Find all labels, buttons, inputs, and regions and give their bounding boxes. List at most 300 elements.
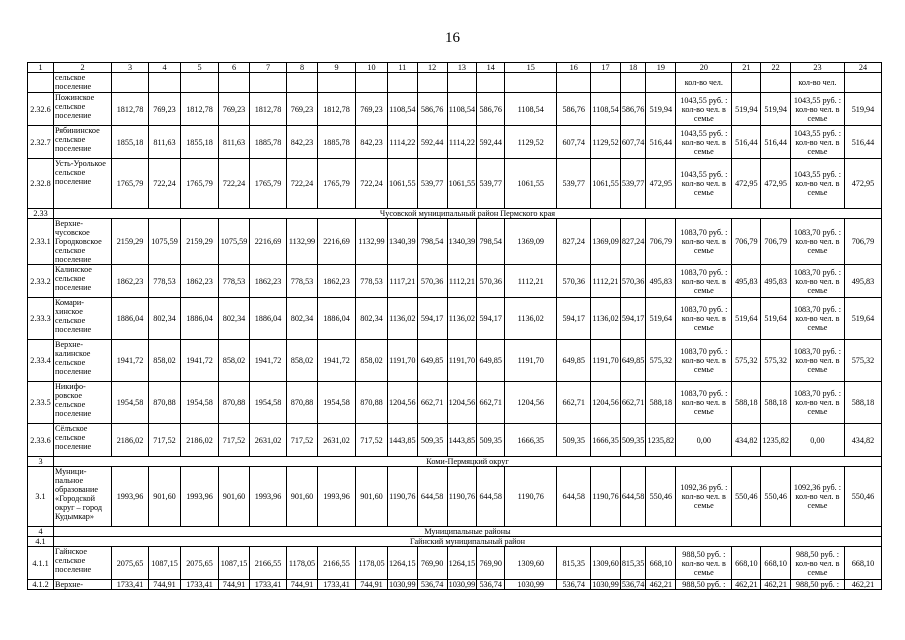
tariff-value: 1812,78 (112, 93, 149, 126)
tariff-value: 1733,41 (112, 580, 149, 590)
tariff-value: 1191,70 (591, 340, 621, 382)
tariff-value: 588,18 (844, 382, 881, 424)
tariff-value: 706,79 (646, 219, 676, 265)
tariff-value: 570,36 (557, 265, 591, 298)
settlement-name: Комари-хинское сельское поселение (54, 298, 112, 340)
row-code: 2.32.7 (28, 126, 54, 159)
tariff-value: 706,79 (844, 219, 881, 265)
tariff-value: 586,76 (417, 93, 447, 126)
tariff-value: 769,23 (356, 93, 388, 126)
tariff-value: 1862,23 (250, 265, 287, 298)
section-code: 2.33 (28, 209, 54, 219)
table-row (28, 219, 882, 265)
settlement-name: Муници-пальное образование «Городской округ – город Кудымкар» (54, 467, 112, 527)
tariff-value: 769,23 (219, 93, 250, 126)
tariff-value: 1136,02 (505, 298, 557, 340)
tariff-value: 1993,96 (250, 467, 287, 527)
table-row (28, 159, 882, 209)
tariff-value: 668,10 (646, 547, 676, 580)
table-row (28, 547, 882, 580)
tariff-value: 1765,79 (112, 159, 149, 209)
tariff-value: 778,53 (287, 265, 318, 298)
table-row (28, 298, 882, 340)
settlement-name: Усть-Уролькое сельское поселение (54, 159, 112, 209)
table-row (28, 424, 882, 457)
column-number: 20 (676, 63, 732, 73)
tariff-value: 870,88 (287, 382, 318, 424)
table-cell (620, 73, 646, 93)
tariff-value: 1136,02 (447, 298, 477, 340)
table-cell (112, 73, 149, 93)
settlement-name: сельское поселение (54, 73, 112, 93)
tariff-value: 798,54 (477, 219, 505, 265)
column-number: 13 (447, 63, 477, 73)
column-number: 7 (250, 63, 287, 73)
tariff-value: 1061,55 (591, 159, 621, 209)
row-code: 2.33.1 (28, 219, 54, 265)
tariff-value: 1112,21 (591, 265, 621, 298)
section-code: 4.1 (28, 537, 54, 547)
cost-formula: 1083,70 руб. : кол-во чел. в семье (676, 340, 732, 382)
table-cell (557, 73, 591, 93)
tariff-value: 644,58 (477, 467, 505, 527)
table-row (28, 93, 882, 126)
tariff-value: 575,32 (844, 340, 881, 382)
tariff-value: 1340,39 (388, 219, 418, 265)
column-number: 18 (620, 63, 646, 73)
tariff-value: 858,02 (219, 340, 250, 382)
tariff-value: 744,91 (149, 580, 181, 590)
table-cell (388, 73, 418, 93)
tariff-value: 769,90 (477, 547, 505, 580)
tariff-value: 1885,78 (250, 126, 287, 159)
cost-formula: 1083,70 руб. : кол-во чел. в семье (790, 265, 844, 298)
column-number: 22 (761, 63, 791, 73)
table-cell (761, 73, 791, 93)
tariff-value: 722,24 (219, 159, 250, 209)
row-code: 2.32.8 (28, 159, 54, 209)
table-row (28, 340, 882, 382)
tariff-value: 1178,05 (356, 547, 388, 580)
tariff-value: 536,74 (477, 580, 505, 590)
tariff-value: 592,44 (417, 126, 447, 159)
tariff-value: 536,74 (557, 580, 591, 590)
column-number: 24 (844, 63, 881, 73)
tariff-value: 1191,70 (388, 340, 418, 382)
tariff-value: 2216,69 (250, 219, 287, 265)
tariff-value: 1765,79 (318, 159, 356, 209)
tariff-value: 1075,59 (149, 219, 181, 265)
tariff-value: 811,63 (219, 126, 250, 159)
tariff-value: 870,88 (149, 382, 181, 424)
tariff-value: 1264,15 (447, 547, 477, 580)
tariff-value: 1443,85 (447, 424, 477, 457)
tariff-value: 519,64 (732, 298, 761, 340)
row-code: 4.1.2 (28, 580, 54, 590)
settlement-name: Рябининское сельское поселение (54, 126, 112, 159)
tariff-value: 722,24 (149, 159, 181, 209)
tariff-value: 1108,54 (447, 93, 477, 126)
column-number: 8 (287, 63, 318, 73)
tariff-value: 1862,23 (318, 265, 356, 298)
tariff-value: 1443,85 (388, 424, 418, 457)
row-code: 2.32.6 (28, 93, 54, 126)
tariff-value: 1030,99 (448, 580, 476, 589)
row-code: 4.1.1 (28, 547, 54, 580)
column-number: 10 (356, 63, 388, 73)
cost-formula: 1083,70 руб. : кол-во чел. в семье (790, 219, 844, 265)
tariff-value: 509,35 (477, 424, 505, 457)
tariff-value: 1941,72 (112, 340, 149, 382)
settlement-name: Сёлъское сельское поселение (54, 424, 112, 457)
tariff-value: 495,83 (732, 265, 761, 298)
table-cell (250, 73, 287, 93)
tariff-value: 769,90 (417, 547, 447, 580)
tariff-value: 722,24 (356, 159, 388, 209)
tariff-value: 2216,69 (318, 219, 356, 265)
table-cell (732, 73, 761, 93)
cost-formula: 1083,70 руб. : кол-во чел. в семье (790, 340, 844, 382)
tariff-value: 2166,55 (250, 547, 287, 580)
tariff-value: 1369,09 (591, 219, 621, 265)
tariff-value: 1204,56 (505, 382, 557, 424)
tariff-value: 592,44 (477, 126, 505, 159)
tariff-value: 649,85 (620, 340, 646, 382)
table-cell (287, 73, 318, 93)
tariff-value: 1108,54 (505, 93, 557, 126)
column-number: 4 (149, 63, 181, 73)
cost-formula: 1043,55 руб. : кол-во чел. в семье (790, 159, 844, 209)
tariff-value: 1191,70 (447, 340, 477, 382)
tariff-value: 1190,76 (447, 467, 477, 527)
tariff-value: 1885,78 (318, 126, 356, 159)
tariff-value: 570,36 (620, 265, 646, 298)
tariff-value: 802,34 (287, 298, 318, 340)
tariff-value: 802,34 (219, 298, 250, 340)
table-row (28, 580, 882, 590)
tariff-value: 1061,55 (388, 159, 418, 209)
tariff-value: 550,46 (732, 467, 761, 527)
table-cell (447, 73, 477, 93)
tariff-value: 842,23 (356, 126, 388, 159)
table-cell (219, 73, 250, 93)
tariff-value: 550,46 (844, 467, 881, 527)
column-number: 21 (732, 63, 761, 73)
cost-formula: кол-во чел. (676, 73, 732, 93)
tariff-value: 1087,15 (149, 547, 181, 580)
row-code: 2.33.2 (28, 265, 54, 298)
tariff-value: 1812,78 (181, 93, 219, 126)
tariff-value: 2631,02 (318, 424, 356, 457)
row-code: 2.33.6 (28, 424, 54, 457)
tariff-value: 588,18 (732, 382, 761, 424)
tariff-value: 509,35 (557, 424, 591, 457)
tariff-value: 1954,58 (181, 382, 219, 424)
tariff-value: 539,77 (557, 159, 591, 209)
tariff-value: 516,44 (844, 126, 881, 159)
tariff-value: 588,18 (761, 382, 791, 424)
cost-formula: 1083,70 руб. : кол-во чел. в семье (676, 298, 732, 340)
tariff-value: 1136,02 (388, 298, 418, 340)
tariff-value: 575,32 (761, 340, 791, 382)
tariff-value: 644,58 (417, 467, 447, 527)
row-code: 2.33.4 (28, 340, 54, 382)
table-row (28, 467, 882, 527)
tariff-value: 644,58 (620, 467, 646, 527)
tariff-value: 870,88 (219, 382, 250, 424)
cost-formula: 988,50 руб. : (790, 580, 844, 590)
tariff-value: 858,02 (356, 340, 388, 382)
tariff-value: 594,17 (477, 298, 505, 340)
table-body (28, 63, 882, 590)
tariff-value: 1117,21 (388, 265, 418, 298)
tariff-value: 462,21 (761, 580, 791, 590)
page-number: 16 (445, 30, 460, 46)
tariff-value: 1114,22 (388, 126, 418, 159)
tariff-value: 1108,54 (388, 93, 418, 126)
tariff-value: 472,95 (844, 159, 881, 209)
tariff-value: 1765,79 (181, 159, 219, 209)
section-row (28, 527, 882, 537)
tariff-value: 2159,29 (181, 219, 219, 265)
tariff-value: 519,64 (844, 298, 881, 340)
section-row (28, 209, 882, 219)
tariff-value: 858,02 (287, 340, 318, 382)
row-code: 2.33.3 (28, 298, 54, 340)
tariff-value: 870,88 (356, 382, 388, 424)
cost-formula: 1083,70 руб. : кол-во чел. в семье (676, 382, 732, 424)
tariff-value: 827,24 (620, 219, 646, 265)
settlement-name: Никифо-ровское сельское поселение (54, 382, 112, 424)
cost-formula: 1043,55 руб. : кол-во чел. в семье (790, 126, 844, 159)
section-title: Чусовской муниципальный район Пермского края (54, 209, 882, 219)
cost-formula: 1083,70 руб. : кол-во чел. в семье (676, 265, 732, 298)
tariff-value: 1061,55 (505, 159, 557, 209)
cost-formula: 988,50 руб. : кол-во чел. в семье (676, 547, 732, 580)
tariff-value: 434,82 (844, 424, 881, 457)
tariff-value: 1108,54 (591, 93, 621, 126)
tariff-value: 472,95 (761, 159, 791, 209)
cost-formula: 1083,70 руб. : кол-во чел. в семье (790, 298, 844, 340)
tariff-value: 901,60 (219, 467, 250, 527)
table-cell (149, 73, 181, 93)
tariff-value: 706,79 (732, 219, 761, 265)
row-code (28, 73, 54, 93)
cost-formula: 988,50 руб. : (676, 580, 732, 590)
tariff-value: 550,46 (761, 467, 791, 527)
tariff-value: 1190,76 (591, 467, 621, 527)
cost-formula: 1083,70 руб. : кол-во чел. в семье (676, 219, 732, 265)
cost-formula: 1092,36 руб. : кол-во чел. в семье (790, 467, 844, 527)
column-number: 15 (505, 63, 557, 73)
column-number: 23 (790, 63, 844, 73)
table-row (28, 126, 882, 159)
tariff-value: 901,60 (287, 467, 318, 527)
column-number: 14 (477, 63, 505, 73)
tariff-value: 509,35 (417, 424, 447, 457)
settlement-name: Калинское сельское поселение (54, 265, 112, 298)
tariff-value: 778,53 (219, 265, 250, 298)
tariff-value: 1993,96 (181, 467, 219, 527)
tariff-value: 1886,04 (250, 298, 287, 340)
tariff-value: 1954,58 (318, 382, 356, 424)
tariff-value: 2075,65 (112, 547, 149, 580)
tariff-value: 2186,02 (112, 424, 149, 457)
tariff-value: 1235,82 (646, 424, 676, 457)
tariff-value: 649,85 (477, 340, 505, 382)
tariff-value: 1264,15 (388, 547, 418, 580)
tariff-value: 1191,70 (505, 340, 557, 382)
tariff-value: 607,74 (620, 126, 646, 159)
tariff-value: 662,71 (557, 382, 591, 424)
settlement-name: Верхне-чусовское Городковское сельское поселение (54, 219, 112, 265)
table-cell (505, 73, 557, 93)
column-number: 5 (181, 63, 219, 73)
tariff-value: 668,10 (844, 547, 881, 580)
table-row (28, 382, 882, 424)
tariff-value: 1178,05 (287, 547, 318, 580)
tariff-value: 1132,99 (356, 219, 388, 265)
tariff-value: 1855,18 (181, 126, 219, 159)
tariff-value: 1204,56 (447, 382, 477, 424)
tariff-value: 1190,76 (388, 467, 418, 527)
column-number: 9 (318, 63, 356, 73)
tariff-value: 1030,99 (592, 580, 619, 589)
tariff-value: 472,95 (732, 159, 761, 209)
tariff-value: 778,53 (356, 265, 388, 298)
settlement-name: Верхне-калинское сельское поселение (54, 340, 112, 382)
column-number: 1 (28, 63, 54, 73)
table-cell (181, 73, 219, 93)
tariff-value: 644,58 (557, 467, 591, 527)
tariff-value: 1030,99 (505, 580, 557, 590)
table-cell (591, 73, 621, 93)
tariff-value: 1941,72 (318, 340, 356, 382)
tariff-value: 586,76 (477, 93, 505, 126)
tariff-value: 434,82 (732, 424, 761, 457)
tariff-value: 717,52 (149, 424, 181, 457)
tariff-value: 1862,23 (112, 265, 149, 298)
tariff-value: 1309,60 (591, 547, 621, 580)
tariff-value: 1733,41 (250, 580, 287, 590)
column-number: 3 (112, 63, 149, 73)
tariff-value: 536,74 (621, 580, 645, 589)
tariff-value: 539,77 (620, 159, 646, 209)
tariff-value: 1075,59 (219, 219, 250, 265)
tariff-value: 1204,56 (591, 382, 621, 424)
tariff-value: 2166,55 (318, 547, 356, 580)
tariff-value: 1340,39 (447, 219, 477, 265)
tariff-value: 607,74 (557, 126, 591, 159)
tariff-value: 901,60 (356, 467, 388, 527)
tariff-value: 1204,56 (388, 382, 418, 424)
section-title: Муниципальные районы (54, 527, 882, 537)
section-code: 4 (28, 527, 54, 537)
table-cell (646, 73, 676, 93)
tariff-value: 588,18 (646, 382, 676, 424)
cost-formula: 0,00 (790, 424, 844, 457)
tariff-value: 536,74 (417, 580, 447, 590)
cost-formula: 988,50 руб. : кол-во чел. в семье (790, 547, 844, 580)
column-number: 2 (54, 63, 112, 73)
tariff-value: 1235,82 (761, 424, 791, 457)
tariff-table (27, 62, 882, 590)
tariff-value: 1954,58 (250, 382, 287, 424)
tariff-value: 744,91 (219, 580, 250, 590)
tariff-value: 539,77 (417, 159, 447, 209)
tariff-value: 462,21 (732, 580, 761, 590)
tariff-value: 811,63 (149, 126, 181, 159)
tariff-value: 858,02 (149, 340, 181, 382)
section-code: 3 (28, 457, 54, 467)
tariff-value: 594,17 (557, 298, 591, 340)
tariff-value: 668,10 (732, 547, 761, 580)
tariff-value: 662,71 (477, 382, 505, 424)
section-row (28, 537, 882, 547)
settlement-name: Верхне- (54, 580, 112, 590)
tariff-value: 516,44 (761, 126, 791, 159)
tariff-value: 570,36 (417, 265, 447, 298)
cost-formula: 1043,55 руб. : кол-во чел. в семье (676, 159, 732, 209)
section-title: Гайнский муниципальный район (54, 537, 882, 547)
column-number-row (28, 63, 882, 73)
tariff-value: 495,83 (844, 265, 881, 298)
tariff-value: 649,85 (557, 340, 591, 382)
tariff-value: 2159,29 (112, 219, 149, 265)
table-cell (477, 73, 505, 93)
tariff-value: 717,52 (219, 424, 250, 457)
tariff-value: 1112,21 (447, 265, 477, 298)
tariff-value: 462,21 (646, 580, 676, 590)
tariff-value: 1993,96 (318, 467, 356, 527)
tariff-value: 550,46 (646, 467, 676, 527)
tariff-value: 594,17 (620, 298, 646, 340)
tariff-value: 472,95 (646, 159, 676, 209)
tariff-value: 519,94 (844, 93, 881, 126)
tariff-value: 744,91 (287, 580, 318, 590)
tariff-value: 1087,15 (219, 547, 250, 580)
tariff-value: 586,76 (620, 93, 646, 126)
tariff-value: 1112,21 (505, 265, 557, 298)
tariff-value: 2186,02 (181, 424, 219, 457)
tariff-value: 519,64 (646, 298, 676, 340)
tariff-value: 668,10 (761, 547, 791, 580)
tariff-value: 815,35 (557, 547, 591, 580)
tariff-value: 1132,99 (287, 219, 318, 265)
tariff-value: 1129,52 (505, 126, 557, 159)
tariff-value: 662,71 (620, 382, 646, 424)
tariff-value: 1886,04 (181, 298, 219, 340)
tariff-value: 594,17 (417, 298, 447, 340)
tariff-value: 1862,23 (181, 265, 219, 298)
column-number: 6 (219, 63, 250, 73)
tariff-value: 744,91 (356, 580, 388, 590)
tariff-value: 662,71 (417, 382, 447, 424)
tariff-value: 1765,79 (250, 159, 287, 209)
tariff-value: 495,83 (761, 265, 791, 298)
row-code: 3.1 (28, 467, 54, 527)
tariff-value: 1993,96 (112, 467, 149, 527)
column-number: 11 (388, 63, 418, 73)
tariff-value: 519,94 (732, 93, 761, 126)
tariff-value: 1941,72 (181, 340, 219, 382)
tariff-value: 1666,35 (505, 424, 557, 457)
tariff-value: 1855,18 (112, 126, 149, 159)
tariff-value: 1886,04 (112, 298, 149, 340)
tariff-value: 1812,78 (250, 93, 287, 126)
tariff-value: 575,32 (646, 340, 676, 382)
column-number: 19 (646, 63, 676, 73)
